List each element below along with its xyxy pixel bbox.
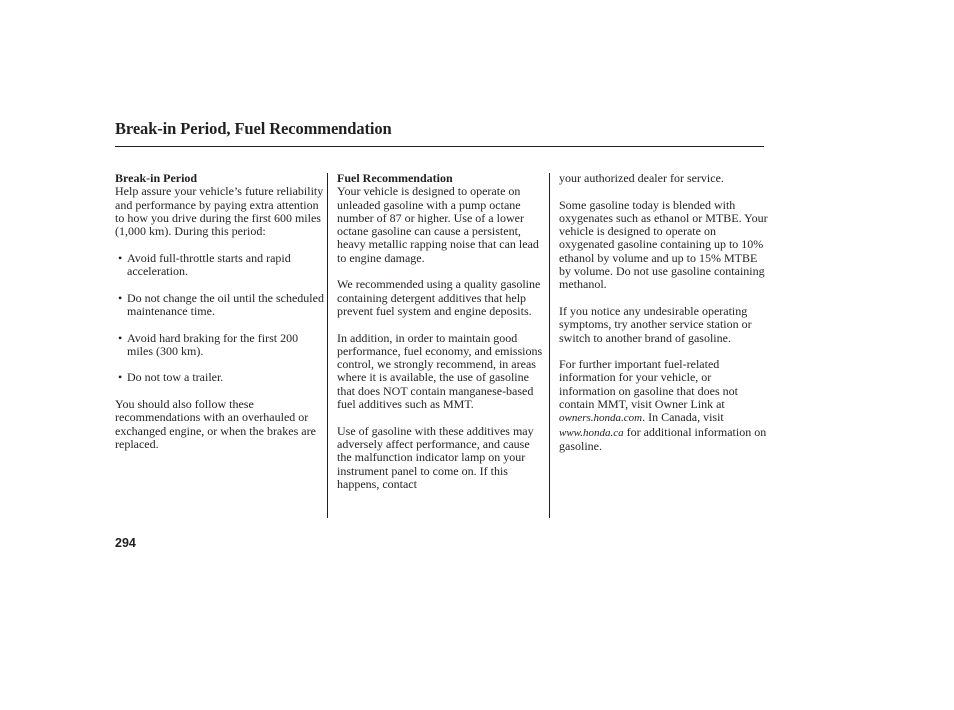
fuel-paragraph: Your vehicle is designed to operate on unleaded gasoline with a pump octane number of 87 or higher. Use of a lower octane gasoline can cause a persistent, heavy metallic rapping noise that can lead to engine damage. [337, 184, 539, 265]
column-divider-1 [327, 173, 328, 518]
break-in-closing: You should also follow these recommendations with an overhauled or exchanged engine, or when the brakes are replaced. [115, 397, 316, 451]
bullet-icon: • [118, 370, 123, 385]
fuel-paragraph: Use of gasoline with these additives may adversely affect performance, and cause the malfunction indicator lamp on your instrument panel to come on. If this happens, contact [337, 423, 534, 491]
fuel-column-continued [559, 172, 769, 467]
bullet-icon: • [118, 290, 123, 305]
fuel-continued-text: your authorized dealer for service. [559, 171, 724, 185]
break-in-column [115, 172, 325, 465]
fuel-paragraph: If you notice any undesirable operating symptoms, try another service station or switch to another brand of gasoline. [559, 303, 752, 345]
bullet-item [115, 371, 325, 384]
fuel-paragraph: In addition, in order to maintain good performance, fuel economy, and emissions control, we strongly recommend, in areas where it is available, the use of gasoline that does NOT contain manganese-based fuel additives such as MMT. [337, 330, 543, 412]
bullet-icon: • [118, 330, 123, 345]
break-in-heading: Break-in Period [115, 171, 198, 185]
further-info-mid: . In Canada, visit [642, 410, 724, 425]
title-divider [115, 146, 764, 147]
fuel-heading: Fuel Recommendation [337, 171, 453, 185]
bullet-item [115, 292, 325, 319]
bullet-text: Do not tow a trailer. [127, 370, 224, 385]
fuel-paragraph: We recommended using a quality gasoline containing detergent additives that help prevent fuel system and engine deposits. [337, 277, 541, 318]
break-in-bullet-list [115, 252, 325, 385]
page-number: 294 [115, 536, 136, 550]
fuel-paragraph: Some gasoline today is blended with oxygenates such as ethanol or MTBE. Your vehicle is designed to operate on oxygenated gasoline containing up to 10% ethanol by volume and up to 15% MTBE by volume. Do not use gasoline containing methanol. [559, 197, 768, 292]
owners-honda-link[interactable]: owners.honda.com [559, 412, 643, 425]
bullet-text: Avoid full-throttle starts and rapid acceleration. [127, 250, 291, 279]
honda-ca-link[interactable]: www.honda.ca [559, 426, 624, 439]
fuel-column [337, 172, 547, 491]
page-title: Break-in Period, Fuel Recommendation [115, 119, 392, 138]
bullet-item [115, 252, 325, 279]
column-divider-2 [549, 173, 550, 518]
bullet-item [115, 332, 325, 359]
break-in-intro: Help assure your vehicle’s future reliability and performance by paying extra attention to how you drive during the first 600 miles (1,000 km). During this period: [115, 184, 324, 239]
bullet-icon: • [118, 250, 123, 265]
bullet-text: Avoid hard braking for the first 200 miles (300 km). [127, 330, 299, 358]
further-info-tail: for additional information on gasoline. [559, 424, 767, 453]
further-info-lead: For further important fuel-related information for your vehicle, or information on gasoline that does not contain MMT, visit Owner Link at [559, 357, 738, 412]
bullet-text: Do not change the oil until the scheduled maintenance time. [127, 290, 324, 318]
further-info-paragraph [559, 358, 769, 453]
